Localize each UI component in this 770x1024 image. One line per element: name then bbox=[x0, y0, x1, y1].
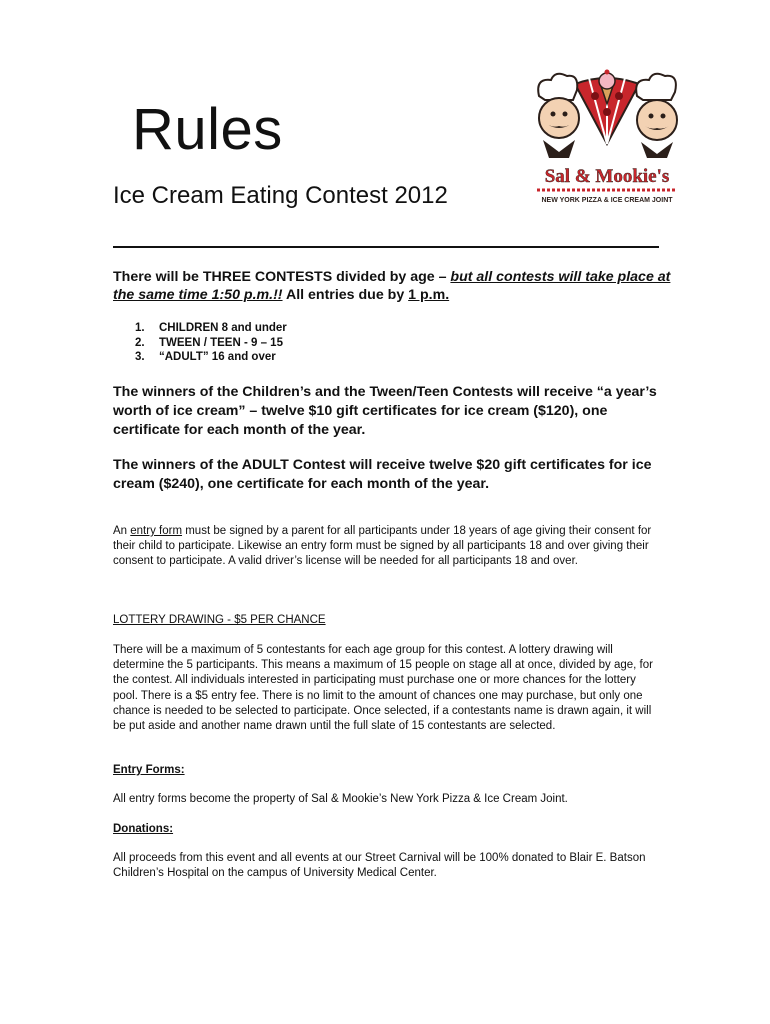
donations-paragraph: All proceeds from this event and all events at our Street Carnival will be 100% donated to Blair E. Batson Children’s Hospital on the campus of University Medical Center. bbox=[113, 852, 646, 880]
list-item bbox=[135, 350, 287, 365]
entry-form-text-before: An bbox=[113, 525, 131, 537]
list-item bbox=[135, 336, 287, 351]
list-item-label: CHILDREN 8 and under bbox=[159, 322, 287, 334]
prize-children-teen: The winners of the Children’s and the Tween/Teen Contests will receive “a year’s worth of ice cream” – twelve $10 gift certificates for ice cream ($120), one certificate for each month of the year. bbox=[113, 384, 657, 438]
page-title: Rules bbox=[132, 97, 283, 162]
horizontal-divider bbox=[113, 246, 659, 248]
list-item-number: 3. bbox=[135, 351, 145, 363]
contest-intro bbox=[113, 268, 673, 304]
entry-form-text-after: must be signed by a parent for all participants under 18 years of age giving their consent for their child to participate. Likewise an entry form must be signed by all participants 18 and over giving their consent to participate. A valid driver’s license will be needed for all participants 18 and over. bbox=[113, 525, 652, 568]
logo-brand-name: Sal & Mookie's bbox=[544, 166, 670, 187]
list-item-label: “ADULT” 16 and over bbox=[159, 351, 276, 363]
chef-right-icon bbox=[636, 74, 677, 158]
sal-and-mookies-logo bbox=[525, 66, 690, 216]
page-subtitle: Ice Cream Eating Contest 2012 bbox=[113, 182, 448, 209]
prize-adult: The winners of the ADULT Contest will receive twelve $20 gift certificates for ice cream ($240), one certificate for each month of the year. bbox=[113, 457, 652, 492]
contest-list bbox=[135, 321, 287, 365]
list-item bbox=[135, 321, 287, 336]
intro-text-2: All entries due by bbox=[282, 287, 409, 303]
lottery-heading: LOTTERY DRAWING - $5 PER CHANCE bbox=[113, 614, 326, 626]
logo-tagline: NEW YORK PIZZA & ICE CREAM JOINT bbox=[541, 197, 673, 204]
list-item-label: TWEEN / TEEN - 9 – 15 bbox=[159, 336, 283, 349]
entry-form-paragraph bbox=[113, 524, 661, 570]
intro-text: There will be THREE CONTESTS divided by age – bbox=[113, 269, 451, 285]
intro-emphasis: but all contests will take place at the same time 1:50 p.m.!! bbox=[113, 269, 671, 303]
intro-deadline: 1 p.m. bbox=[408, 287, 450, 303]
donations-heading: Donations: bbox=[113, 823, 174, 835]
entry-forms-paragraph: All entry forms become the property of Sal & Mookie’s New York Pizza & Ice Cream Joint. bbox=[113, 793, 568, 805]
entry-forms-heading: Entry Forms: bbox=[113, 764, 185, 776]
chef-left-icon bbox=[538, 74, 579, 158]
lottery-paragraph: There will be a maximum of 5 contestants for each age group for this contest. A lottery drawing will determine the 5 participants. This means a maximum of 15 people on stage all at once, divided by age, for the contest. All individuals interested in participating must purchase one or more chances for the lottery pool. There is a $5 entry fee. There is no limit to the amount of chances one may purchase, but only one chance is needed to be selected to participate. Once selected, if a contestants name is drawn again, it will be put aside and another name drawn until the full slate of 15 contestants are selected. bbox=[113, 644, 653, 733]
list-item-number: 2. bbox=[135, 336, 145, 349]
entry-form-link[interactable]: entry form bbox=[130, 525, 183, 537]
list-item-number: 1. bbox=[135, 322, 145, 334]
